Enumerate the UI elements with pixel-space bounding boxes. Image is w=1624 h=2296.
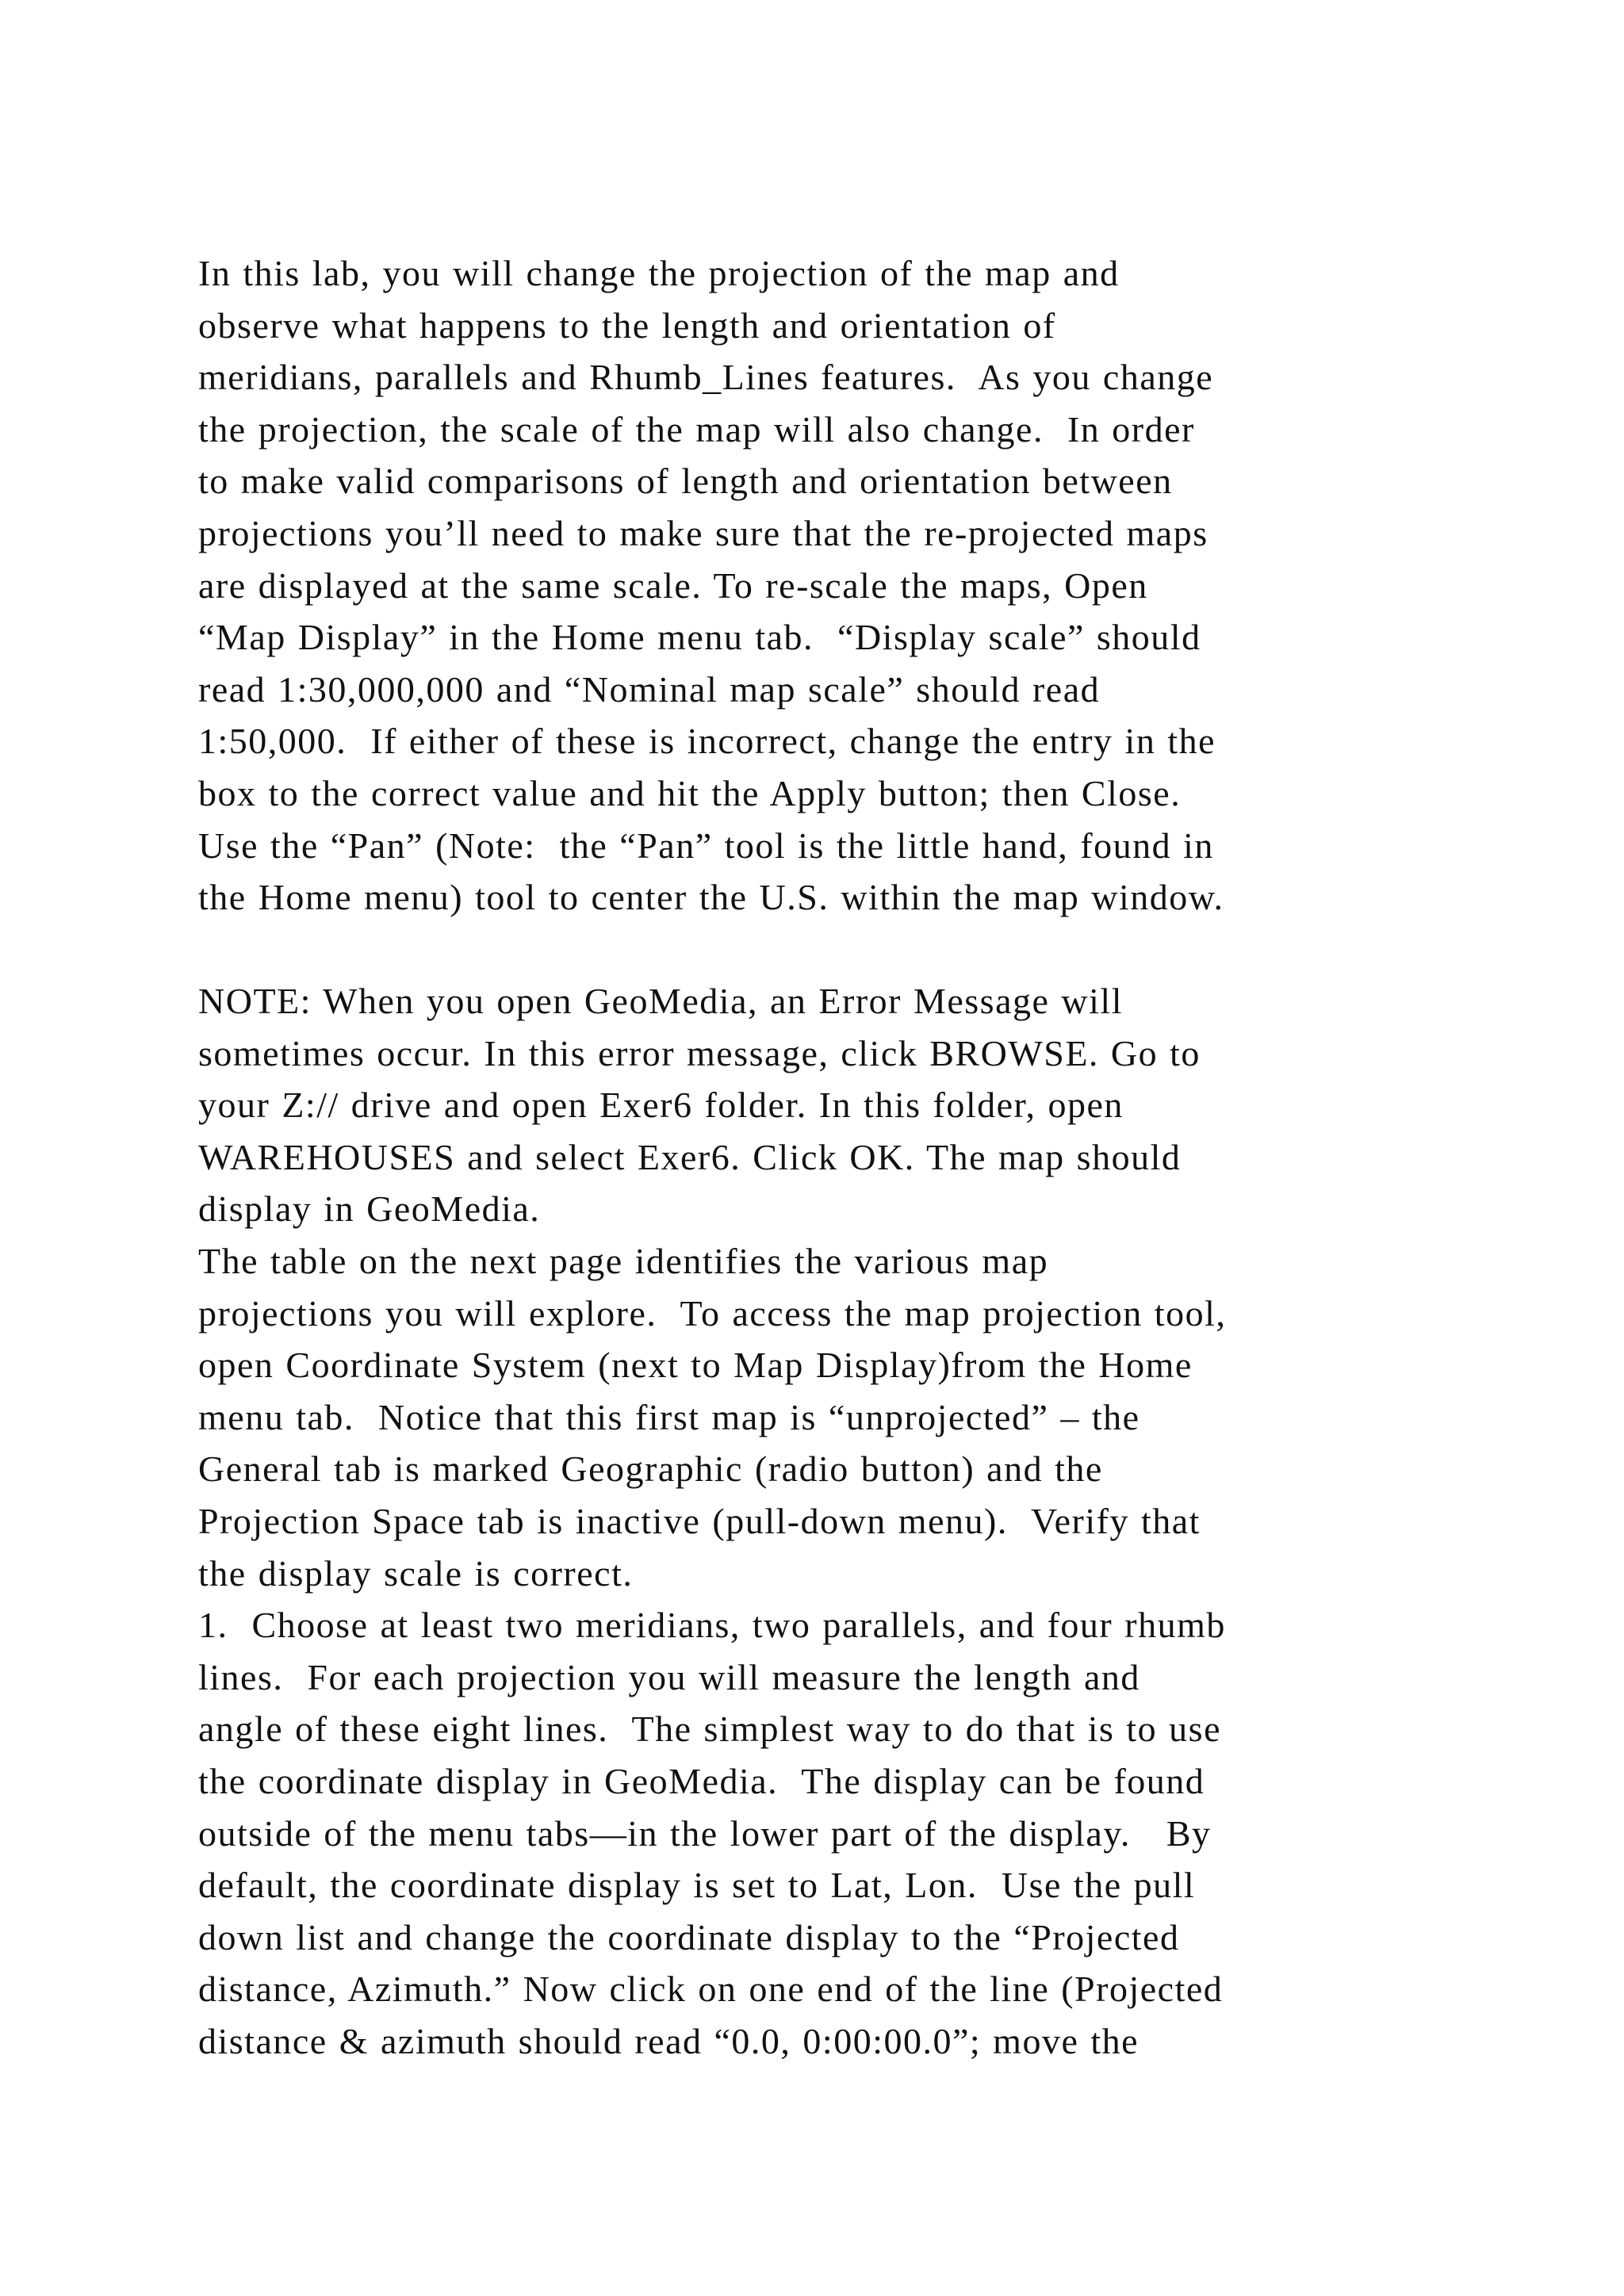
text-line: the coordinate display in GeoMedia. The display can be found [198,1760,1205,1801]
text-line: box to the correct value and hit the Apply button; then Close. [198,772,1182,813]
text-line: menu tab. Notice that this first map is “unprojected” – the [198,1396,1140,1437]
text-line: In this lab, you will change the projection of the map and [198,253,1120,293]
text-line: The table on the next page identifies the various map [198,1240,1049,1281]
text-line: open Coordinate System (next to Map Display)from the Home [198,1345,1193,1386]
text-line: your Z:// drive and open Exer6 folder. In this folder, open [198,1085,1124,1126]
text-line: NOTE: When you open GeoMedia, an Error Message will [198,981,1123,1021]
text-line: Projection Space tab is inactive (pull-down menu). Verify that [198,1500,1201,1541]
text-line: default, the coordinate display is set to Lat, Lon. Use the pull [198,1865,1196,1906]
text-line: 1:50,000. If either of these is incorrect, change the entry in the [198,721,1216,762]
text-line: WAREHOUSES and select Exer6. Click OK. The map should [198,1136,1182,1177]
text-line: down list and change the coordinate display to the “Projected [198,1916,1180,1957]
text-line: General tab is marked Geographic (radio button) and the [198,1448,1103,1490]
text-line: distance, Azimuth.” Now click on one end of the line (Projected [198,1969,1224,2010]
text-line: “Map Display” in the Home menu tab. “Display scale” should [198,617,1201,658]
text-line: angle of these eight lines. The simplest way to do that is to use [198,1709,1222,1750]
text-line: Use the “Pan” (Note: the “Pan” tool is the little hand, found in [198,825,1214,866]
text-line: read 1:30,000,000 and “Nominal map scale” should read [198,668,1101,710]
text-line: the Home menu) tool to center the U.S. within the map window. [198,877,1224,918]
text-line: sometimes occur. In this error message, click BROWSE. Go to [198,1032,1201,1073]
text-line: are displayed at the same scale. To re-scale the maps, Open [198,564,1148,606]
text-line: outside of the menu tabs—in the lower part of the display. By [198,1812,1212,1854]
text-line: projections you will explore. To access the map projection tool, [198,1292,1227,1334]
text-line: the display scale is correct. [198,1552,634,1594]
text-line: lines. For each projection you will measure the length and [198,1656,1140,1697]
text-line: display in GeoMedia. [198,1188,541,1230]
text-line: distance & azimuth should read “0.0, 0:00:00.0”; move the [198,2020,1139,2061]
text-line: the projection, the scale of the map will also change. In order [198,408,1195,450]
text-line: to make valid comparisons of length and orientation between [198,461,1173,502]
instructions-paragraph [198,975,1618,2067]
text-line: observe what happens to the length and orientation of [198,304,1056,346]
text-line: projections you’ll need to make sure that the re-projected maps [198,512,1208,553]
intro-paragraph [198,247,1618,924]
text-line: meridians, parallels and Rhumb_Lines features. As you change [198,357,1214,398]
text-line: 1. Choose at least two meridians, two parallels, and four rhumb [198,1605,1226,1646]
